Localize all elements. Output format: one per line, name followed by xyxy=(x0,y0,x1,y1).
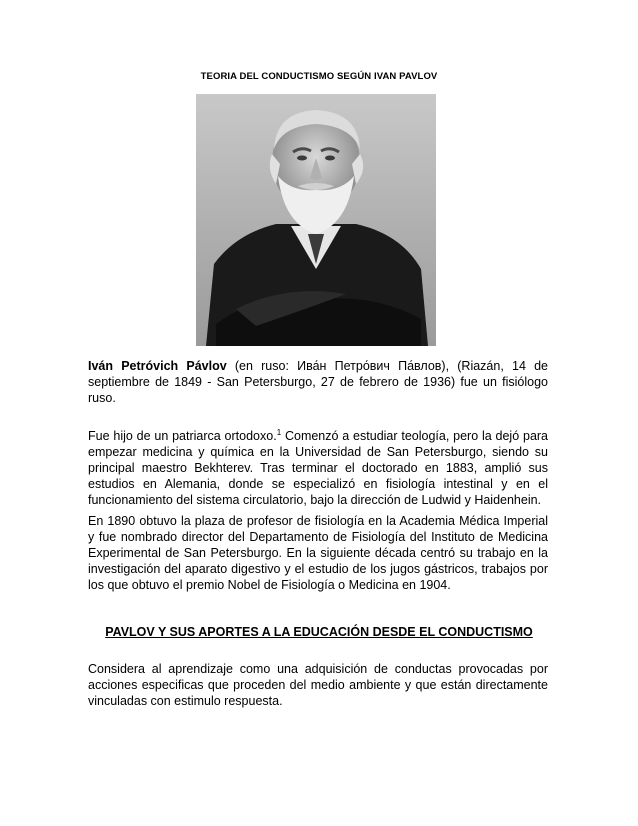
portrait-photo xyxy=(196,94,436,346)
page-title: TEORIA DEL CONDUCTISMO SEGÚN IVAN PAVLOV xyxy=(200,71,438,82)
paragraph-early-life xyxy=(88,428,548,508)
paragraph-learning xyxy=(88,661,548,709)
paragraph-career xyxy=(88,513,548,593)
footnote-ref[interactable]: 1 xyxy=(276,428,282,437)
subject-name: Iván Petróvich Pávlov xyxy=(88,359,227,373)
paragraph-2-text-end: Comenzó a estudiar teología, pero la dejó para empezar medicina y química en la Universidad de San Petersburgo, siendo su principal maestro Bekhterev. Tras terminar el doctorado en 1883, amplió sus estudios en Alemania, donde se especializó en fisiología intestinal y en el funcionamiento del sistema circulatorio, bajo la dirección de Ludwid y Haidenhein. xyxy=(88,429,549,507)
paragraph-biography-intro xyxy=(88,358,548,406)
paragraph-3-text: En 1890 obtuvo la plaza de profesor de fisiología en la Academia Médica Imperial y fue nombrado director del Departamento de Fisiología del Instituto de Medicina Experimental de San Petersburgo. En la siguiente década centró su trabajo en la investigación del aparato digestivo y el estudio de los jugos gástricos, trabajos por los que obtuvo el premio Nobel de Fisiología o Medicina en 1904. xyxy=(88,514,548,592)
section-heading: PAVLOV Y SUS APORTES A LA EDUCACIÓN DESDE EL CONDUCTISMO xyxy=(105,625,533,639)
portrait-image xyxy=(196,94,436,346)
paragraph-2-text-start: Fue hijo de un patriarca ortodoxo. xyxy=(88,429,277,443)
paragraph-4-text: Considera al aprendizaje como una adquisición de conductas provocadas por acciones especificas que proceden del medio ambiente y que están directamente vinculadas con estimulo respuesta. xyxy=(88,662,548,708)
paragraph-1-text: (en ruso: Ива́н Петро́вич Па́влов), (Riazán, 14 de septiembre de 1849 - San Petersburgo, 27 de febrero de 1936) fue un fisiólogo ruso. xyxy=(88,359,548,405)
